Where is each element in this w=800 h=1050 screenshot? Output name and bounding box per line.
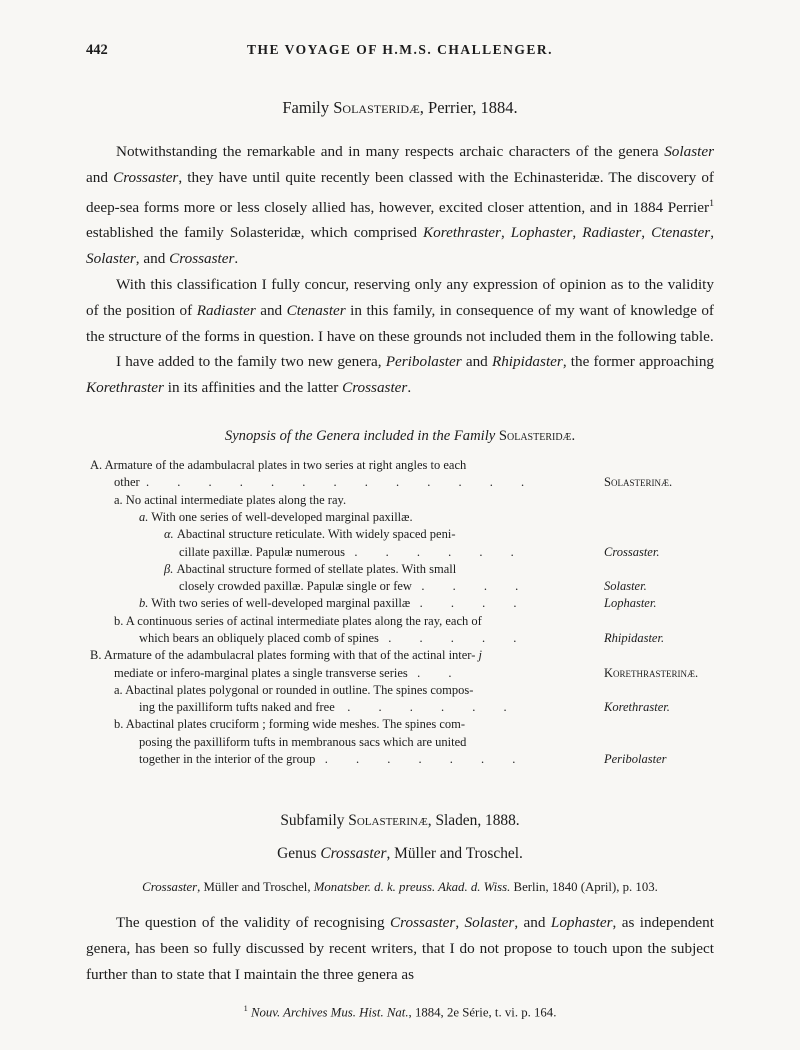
- key-line: [86, 699, 714, 716]
- taxonomic-key: [86, 457, 714, 768]
- key-text: a. Abactinal plates polygonal or rounded in outline. The spines compos-: [114, 682, 474, 697]
- key-text: closely crowded paxillæ. Papulæ single or few: [179, 579, 412, 594]
- paragraph-1: Notwithstanding the remarkable and in many respects archaic characters of the genera Solaster and Crossaster, they have until quite recently been classed with the Echinasteridæ. The discovery of deep-sea forms more or less closely allied has, however, excited closer attention, and in 1884 Perrier$^1$ established the family Solasteridæ, which comprised Korethraster, Lophaster, Radiaster, Ctenaster, Solaster, and Crossaster.: [86, 143, 714, 268]
- paragraph-3: I have added to the family two new genera, Peribolaster and Rhipidaster, the former approaching Korethraster in its affinities and the latter Crossaster.: [86, 353, 715, 397]
- key-text: α. Abactinal structure reticulate. With widely spaced peni-: [164, 527, 456, 542]
- key-line: [86, 682, 714, 699]
- key-line: [86, 509, 714, 526]
- key-result: Solasterinæ.: [604, 475, 673, 490]
- key-line: [86, 647, 714, 664]
- dot-leader: . . . . . . . . . . . . .: [139, 475, 525, 490]
- key-text: A. Armature of the adambulacral plates in two series at right angles to each: [90, 458, 467, 473]
- key-text: b. Abactinal plates cruciform ; forming wide meshes. The spines com-: [114, 717, 466, 732]
- key-text: B. Armature of the adambulacral plates forming with that of the actinal inter- j: [90, 648, 482, 663]
- dot-leader: . . . . . .: [344, 544, 514, 559]
- key-result: Korethrasterinæ.: [604, 665, 699, 680]
- key-text: ing the paxilliform tufts naked and free: [139, 700, 335, 715]
- genus-heading: Genus Crossaster, Müller and Troschel.: [277, 845, 523, 863]
- key-text: which bears an obliquely placed comb of spines: [139, 631, 379, 645]
- subfamily-heading: Subfamily Solasterinæ, Sladen, 1888.: [280, 812, 520, 830]
- key-line: [86, 578, 714, 595]
- running-title: THE VOYAGE OF H.M.S. CHALLENGER.: [246, 42, 554, 57]
- dot-leader: . . . . . . .: [315, 752, 516, 767]
- book-page: [86, 0, 714, 1020]
- key-line: [86, 630, 714, 647]
- key-result: Rhipidaster.: [604, 631, 665, 645]
- key-line: [86, 457, 714, 474]
- key-line: [86, 595, 714, 612]
- key-text: a. No actinal intermediate plates along the ray.: [114, 492, 347, 507]
- dot-leader: . . . . .: [378, 631, 517, 645]
- key-line: [86, 665, 714, 682]
- dot-leader: . . . . . .: [334, 700, 507, 715]
- key-result: Korethraster.: [604, 700, 670, 715]
- key-result: Lophaster.: [604, 596, 657, 611]
- page-header: [86, 42, 714, 62]
- dot-leader: . . . .: [410, 596, 517, 611]
- footnote: $^1$ Nouv. Archives Mus. Hist. Nat., 1884, 2e Série, t. vi. p. 164.: [243, 1003, 557, 1020]
- key-result: Crossaster.: [604, 544, 660, 559]
- dot-leader: . . . .: [411, 579, 519, 594]
- key-text: together in the interior of the group: [139, 752, 316, 767]
- key-text: cillate paxillæ. Papulæ numerous: [179, 544, 345, 559]
- dot-leader: . .: [407, 665, 452, 680]
- key-text: b. With two series of well-developed marginal paxillæ: [139, 596, 411, 611]
- key-text: β. Abactinal structure formed of stellate plates. With small: [164, 561, 457, 576]
- family-heading: Family Solasteridæ, Perrier, 1884.: [282, 98, 518, 117]
- key-line: [86, 716, 714, 733]
- key-text: posing the paxilliform tufts in membranous sacs which are united: [139, 734, 467, 749]
- key-line: [86, 561, 714, 578]
- key-line: [86, 613, 714, 630]
- key-result: Peribolaster: [604, 752, 667, 767]
- key-line: [86, 526, 714, 543]
- key-line: [86, 544, 714, 561]
- key-text: mediate or infero-marginal plates a single transverse series: [114, 665, 408, 680]
- key-line: [86, 474, 714, 491]
- paragraph-4: The question of the validity of recognising Crossaster, Solaster, and Lophaster, as independent genera, has been so fully discussed by recent writers, that I do not propose to touch upon the subject further than to state that I maintain the three genera as: [86, 914, 714, 983]
- paragraph-2: With this classification I fully concur, reserving only any expression of opinion as to the validity of the position of Radiaster and Ctenaster in this family, in consequence of my want of knowledge of the structure of the forms in question. I have on these grounds not included them in the following table.: [86, 276, 714, 345]
- page-number: 442: [86, 42, 108, 58]
- citation-line: Crossaster, Müller and Troschel, Monatsber. d. k. preuss. Akad. d. Wiss. Berlin, 1840 (April), p. 103.: [142, 880, 658, 895]
- key-line: [86, 492, 714, 509]
- synopsis-title: Synopsis of the Genera included in the Family Solasteridæ.: [224, 428, 576, 445]
- key-line: [86, 751, 714, 768]
- key-text: other: [114, 475, 140, 490]
- key-line: [86, 734, 714, 751]
- key-text: b. A continuous series of actinal intermediate plates along the ray, each of: [114, 613, 482, 628]
- key-text: a. With one series of well-developed marginal paxillæ.: [139, 509, 413, 524]
- key-result: Solaster.: [604, 579, 647, 594]
